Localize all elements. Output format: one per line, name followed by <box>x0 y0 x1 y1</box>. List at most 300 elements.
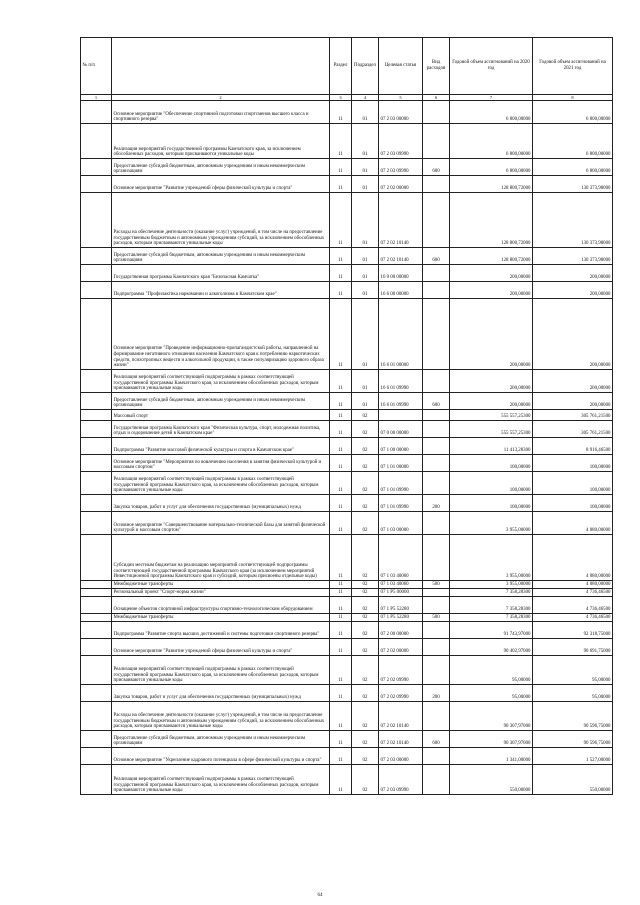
item-name-cell: Оснащение объектов спортивной инфраструктуры спортивно-технологическим оборудованием <box>112 597 330 614</box>
podrazdel-cell: 02 <box>352 614 379 622</box>
table-row <box>81 597 613 614</box>
vr-cell: 600 <box>423 731 450 748</box>
table-row <box>81 299 613 370</box>
podrazdel-cell: 02 <box>352 421 379 438</box>
table-row <box>81 159 613 176</box>
vr-cell <box>423 535 450 581</box>
razdel-cell: 11 <box>330 282 352 299</box>
vr-cell <box>423 639 450 656</box>
vr-cell <box>423 421 450 438</box>
razdel-cell: 11 <box>330 639 352 656</box>
vr-cell <box>423 438 450 455</box>
vr-cell <box>423 299 450 370</box>
item-name-cell: Основное мероприятие "Проведение информационно-пропагандистской работы, направленной на формирование негативного отношения населения Камчатского края к потреблению наркотических средств, психотропных веществ и алкогольной продукции, в также популяризацию здорового образа жизни" <box>112 299 330 370</box>
table-row <box>81 472 613 495</box>
item-name-cell: Государственная программа Камчатского края "Физическая культура, спорт, молодежная политика, отдых и оздоровление детей в Камчатском крае" <box>112 421 330 438</box>
podrazdel-cell: 02 <box>352 639 379 656</box>
table-row <box>81 685 613 702</box>
podrazdel-cell: 01 <box>352 124 379 159</box>
amount-2021-cell: 6 800,00000 <box>533 101 613 124</box>
vr-cell <box>423 124 450 159</box>
amount-2020-cell: 95,00000 <box>450 656 533 685</box>
razdel-cell: 11 <box>330 265 352 282</box>
amount-2021-cell: 4 736,46500 <box>533 614 613 622</box>
item-name-cell: Подпрограмма "Развитие массовой физической культуры и спорта в Камчатском крае" <box>112 438 330 455</box>
header-name <box>112 38 330 95</box>
num-cell <box>81 639 112 656</box>
csr-cell: 07 2 02 00000 <box>379 176 423 193</box>
podrazdel-cell: 01 <box>352 193 379 248</box>
table-row <box>81 393 613 410</box>
vr-cell: 500 <box>423 614 450 622</box>
csr-cell: 16 6 01 00000 <box>379 299 423 370</box>
razdel-cell: 11 <box>330 748 352 765</box>
amount-2021-cell: 90 596,75000 <box>533 731 613 748</box>
header-podrazdel: Подраздел <box>352 38 379 95</box>
item-name-cell: Межбюджетные трансферты <box>112 614 330 622</box>
amount-2021-cell: 130 373,98000 <box>533 248 613 265</box>
num-cell <box>81 159 112 176</box>
header-csr: Целевая статья <box>379 38 423 95</box>
razdel-cell: 11 <box>330 421 352 438</box>
podrazdel-cell: 01 <box>352 299 379 370</box>
num-cell <box>81 438 112 455</box>
razdel-cell: 11 <box>330 455 352 472</box>
csr-cell: 07 2 03 09990 <box>379 765 423 795</box>
csr-cell: 07 0 00 00000 <box>379 421 423 438</box>
num-cell <box>81 597 112 614</box>
amount-2020-cell: 550,00000 <box>450 765 533 795</box>
num-cell <box>81 248 112 265</box>
item-name-cell: Основное мероприятие "Совершенствование материально-технической базы для занятий физической культурой и массовым спортом" <box>112 512 330 535</box>
amount-2020-cell: 128 800,72000 <box>450 176 533 193</box>
table-row <box>81 438 613 455</box>
razdel-cell: 11 <box>330 535 352 581</box>
podrazdel-cell: 02 <box>352 535 379 581</box>
amount-2021-cell: 4 736,46500 <box>533 597 613 614</box>
amount-2021-cell: 95,00000 <box>533 685 613 702</box>
csr-cell: 07 2 02 10140 <box>379 248 423 265</box>
num-cell <box>81 731 112 748</box>
csr-cell: 07 1 P5 52280 <box>379 614 423 622</box>
table-row <box>81 581 613 589</box>
razdel-cell: 11 <box>330 472 352 495</box>
podrazdel-cell: 02 <box>352 472 379 495</box>
table-row <box>81 421 613 438</box>
col-number: 2 <box>112 95 330 101</box>
amount-2020-cell: 7 358,28300 <box>450 589 533 597</box>
csr-cell: 07 1 01 00000 <box>379 455 423 472</box>
col-number: 1 <box>81 95 112 101</box>
csr-cell: 07 1 03 40060 <box>379 581 423 589</box>
razdel-cell: 11 <box>330 656 352 685</box>
num-cell <box>81 193 112 248</box>
razdel-cell: 11 <box>330 495 352 512</box>
budget-table-sheet <box>80 37 612 795</box>
item-name-cell: Основное мероприятие "Развитие учреждений сферы физической культуры и спорта" <box>112 639 330 656</box>
csr-cell: 16 0 00 00000 <box>379 265 423 282</box>
vr-cell <box>423 193 450 248</box>
num-cell <box>81 393 112 410</box>
num-cell <box>81 535 112 581</box>
podrazdel-cell: 02 <box>352 597 379 614</box>
amount-2020-cell: 90 402,97000 <box>450 639 533 656</box>
vr-cell <box>423 597 450 614</box>
amount-2021-cell: 200,00000 <box>533 265 613 282</box>
table-row <box>81 535 613 581</box>
amount-2020-cell: 11 413,28300 <box>450 438 533 455</box>
podrazdel-cell: 01 <box>352 159 379 176</box>
num-cell <box>81 370 112 393</box>
vr-cell: 600 <box>423 393 450 410</box>
csr-cell: 07 2 03 09990 <box>379 124 423 159</box>
num-cell <box>81 455 112 472</box>
amount-2021-cell: 100,00000 <box>533 455 613 472</box>
razdel-cell: 11 <box>330 370 352 393</box>
csr-cell: 07 2 03 09990 <box>379 159 423 176</box>
vr-cell: 200 <box>423 495 450 512</box>
col-number: 6 <box>423 95 450 101</box>
table-row <box>81 512 613 535</box>
razdel-cell: 11 <box>330 438 352 455</box>
page-number: 64 <box>317 893 323 898</box>
table-row <box>81 622 613 639</box>
amount-2020-cell: 6 800,00000 <box>450 124 533 159</box>
podrazdel-cell: 02 <box>352 765 379 795</box>
amount-2021-cell: 8 916,46500 <box>533 438 613 455</box>
vr-cell <box>423 265 450 282</box>
amount-2020-cell: 100,00000 <box>450 472 533 495</box>
amount-2021-cell: 4 080,00000 <box>533 512 613 535</box>
amount-2020-cell: 6 800,00000 <box>450 101 533 124</box>
table-row <box>81 265 613 282</box>
amount-2021-cell: 6 800,00000 <box>533 124 613 159</box>
amount-2021-cell: 130 373,98000 <box>533 193 613 248</box>
vr-cell <box>423 410 450 421</box>
item-name-cell: Закупка товаров, работ и услуг для обеспечения государственных (муниципальных) нужд <box>112 495 330 512</box>
amount-2021-cell: 4 080,00000 <box>533 535 613 581</box>
podrazdel-cell: 01 <box>352 101 379 124</box>
item-name-cell: Основное мероприятие "Развитие учреждений сферы физической культуры и спорта" <box>112 176 330 193</box>
amount-2020-cell: 200,00000 <box>450 265 533 282</box>
num-cell <box>81 614 112 622</box>
podrazdel-cell: 02 <box>352 622 379 639</box>
amount-2020-cell: 7 358,28300 <box>450 614 533 622</box>
table-row <box>81 370 613 393</box>
num-cell <box>81 265 112 282</box>
amount-2020-cell: 90 307,97000 <box>450 731 533 748</box>
csr-cell: 07 1 01 09990 <box>379 495 423 512</box>
amount-2020-cell: 100,00000 <box>450 455 533 472</box>
table-row <box>81 101 613 124</box>
razdel-cell: 11 <box>330 248 352 265</box>
table-row <box>81 702 613 731</box>
csr-cell: 16 6 01 09990 <box>379 393 423 410</box>
col-number: 4 <box>352 95 379 101</box>
table-row <box>81 455 613 472</box>
razdel-cell: 11 <box>330 589 352 597</box>
amount-2020-cell: 90 307,97000 <box>450 702 533 731</box>
num-cell <box>81 589 112 597</box>
amount-2021-cell: 95,00000 <box>533 656 613 685</box>
num-cell <box>81 748 112 765</box>
item-name-cell: Закупка товаров, работ и услуг для обеспечения государственных (муниципальных) нужд <box>112 685 330 702</box>
item-name-cell: Реализация мероприятий соответствующей подпрограммы в рамках соответствующей государственной программы Камчатского края, за исключением обособленных расходов, которым присваиваются уникальные коды <box>112 656 330 685</box>
csr-cell: 07 2 02 10140 <box>379 193 423 248</box>
amount-2021-cell: 100,00000 <box>533 495 613 512</box>
item-name-cell: Основное мероприятие "Обеспечение спортивной подготовки спортсменов высшего класса и спортивного резерва" <box>112 101 330 124</box>
razdel-cell: 11 <box>330 176 352 193</box>
amount-2020-cell: 100,00000 <box>450 495 533 512</box>
item-name-cell: Подпрограмма "Развитие спорта высших достижений и системы подготовки спортивного резерва" <box>112 622 330 639</box>
csr-cell: 16 6 00 00000 <box>379 282 423 299</box>
item-name-cell: Межбюджетные трансферты <box>112 581 330 589</box>
csr-cell: 07 2 03 00000 <box>379 748 423 765</box>
podrazdel-cell: 01 <box>352 370 379 393</box>
razdel-cell: 11 <box>330 685 352 702</box>
num-cell <box>81 702 112 731</box>
razdel-cell: 11 <box>330 124 352 159</box>
amount-2021-cell: 1 527,00000 <box>533 748 613 765</box>
vr-cell <box>423 622 450 639</box>
num-cell <box>81 124 112 159</box>
amount-2021-cell: 200,00000 <box>533 299 613 370</box>
razdel-cell: 11 <box>330 393 352 410</box>
podrazdel-cell: 01 <box>352 248 379 265</box>
podrazdel-cell: 01 <box>352 393 379 410</box>
table-row <box>81 248 613 265</box>
item-name-cell: Региональный проект "Спорт-норма жизни" <box>112 589 330 597</box>
header-num: № п/п <box>81 38 112 95</box>
csr-cell: 07 2 02 09990 <box>379 656 423 685</box>
amount-2021-cell: 130 373,98000 <box>533 176 613 193</box>
amount-2021-cell: 90 691,75000 <box>533 639 613 656</box>
amount-2020-cell: 91 743,97000 <box>450 622 533 639</box>
vr-cell <box>423 282 450 299</box>
vr-cell: 200 <box>423 685 450 702</box>
podrazdel-cell: 02 <box>352 589 379 597</box>
item-name-cell: Основное мероприятие "Мероприятия по вовлечению населения в занятия физической культурой и массовым спортом" <box>112 455 330 472</box>
item-name-cell: Расходы на обеспечение деятельности (оказание услуг) учреждений, в том числе на предоставление государственным бюджетным и автономным учреждениям субсидий, за исключением обособленных расходов, которым присваиваются уникальные коды <box>112 193 330 248</box>
csr-cell: 07 2 02 00000 <box>379 639 423 656</box>
header-2020: Годовой объем ассигнований на 2020 год <box>450 38 533 95</box>
num-cell <box>81 472 112 495</box>
razdel-cell: 11 <box>330 159 352 176</box>
razdel-cell: 11 <box>330 622 352 639</box>
csr-cell: 07 1 01 09990 <box>379 472 423 495</box>
item-name-cell: Реализация мероприятий государственной программы Камчатского края, за исключением обособленных расходов, которым присваиваются уникальные коды <box>112 124 330 159</box>
table-row <box>81 614 613 622</box>
vr-cell <box>423 370 450 393</box>
amount-2020-cell: 200,00000 <box>450 282 533 299</box>
csr-cell: 16 6 01 09990 <box>379 370 423 393</box>
podrazdel-cell: 01 <box>352 282 379 299</box>
budget-table <box>80 37 613 795</box>
podrazdel-cell: 02 <box>352 438 379 455</box>
vr-cell <box>423 455 450 472</box>
item-name-cell: Реализация мероприятий соответствующей подпрограммы в рамках соответствующей государственной программы Камчатского края, за исключением обособленных расходов, которым присваиваются уникальные коды <box>112 472 330 495</box>
amount-2020-cell: 200,00000 <box>450 393 533 410</box>
item-name-cell: Предоставление субсидий бюджетным, автономным учреждениям и иным некоммерческим организациям <box>112 731 330 748</box>
header-razdel: Раздел <box>330 38 352 95</box>
amount-2020-cell: 1 341,00000 <box>450 748 533 765</box>
razdel-cell: 11 <box>330 193 352 248</box>
csr-cell: 07 1 03 40060 <box>379 535 423 581</box>
item-name-cell: Реализация мероприятий соответствующей подпрограммы в рамках соответствующей государственной программы Камчатского края, за исключением обособленных расходов, которым присваиваются уникальные коды <box>112 765 330 795</box>
table-row <box>81 765 613 795</box>
vr-cell <box>423 176 450 193</box>
item-name-cell: Государственная программа Камчатского края "Безопасная Камчатка" <box>112 265 330 282</box>
amount-2021-cell: 305 761,21500 <box>533 421 613 438</box>
table-row <box>81 124 613 159</box>
col-number: 5 <box>379 95 423 101</box>
amount-2020-cell: 555 557,25300 <box>450 410 533 421</box>
vr-cell <box>423 656 450 685</box>
amount-2021-cell: 92 318,75000 <box>533 622 613 639</box>
razdel-cell: 11 <box>330 614 352 622</box>
podrazdel-cell: 02 <box>352 581 379 589</box>
amount-2020-cell: 3 955,00000 <box>450 512 533 535</box>
vr-cell <box>423 512 450 535</box>
item-name-cell: Подпрограмма "Профилактика наркомании и алкоголизма в Камчатском крае" <box>112 282 330 299</box>
num-cell <box>81 176 112 193</box>
razdel-cell: 11 <box>330 731 352 748</box>
podrazdel-cell: 02 <box>352 455 379 472</box>
item-name-cell: Предоставление субсидий бюджетным, автономным учреждениям и иным некоммерческим организациям <box>112 248 330 265</box>
amount-2021-cell: 90 596,75000 <box>533 702 613 731</box>
header-row <box>81 38 613 95</box>
amount-2021-cell: 4 080,00000 <box>533 581 613 589</box>
podrazdel-cell: 02 <box>352 656 379 685</box>
num-cell <box>81 512 112 535</box>
csr-cell: 07 2 02 10140 <box>379 731 423 748</box>
amount-2020-cell: 95,00000 <box>450 685 533 702</box>
table-row <box>81 176 613 193</box>
amount-2020-cell: 128 800,72000 <box>450 193 533 248</box>
csr-cell: 07 2 02 10140 <box>379 702 423 731</box>
item-name-cell: Расходы на обеспечение деятельности (оказание услуг) учреждений, в том числе на предоставление государственным бюджетным и автономным учреждениям субсидий, за исключением обособленных расходов, которым присваиваются уникальные коды <box>112 702 330 731</box>
csr-cell: 07 1 P5 00000 <box>379 589 423 597</box>
amount-2021-cell: 200,00000 <box>533 370 613 393</box>
vr-cell: 600 <box>423 248 450 265</box>
vr-cell <box>423 589 450 597</box>
razdel-cell: 11 <box>330 765 352 795</box>
table-body <box>81 101 613 795</box>
amount-2020-cell: 200,00000 <box>450 299 533 370</box>
podrazdel-cell: 02 <box>352 495 379 512</box>
num-cell <box>81 410 112 421</box>
podrazdel-cell: 02 <box>352 685 379 702</box>
table-row <box>81 495 613 512</box>
razdel-cell: 11 <box>330 512 352 535</box>
amount-2020-cell: 128 800,72000 <box>450 248 533 265</box>
table-row <box>81 731 613 748</box>
num-cell <box>81 299 112 370</box>
num-cell <box>81 656 112 685</box>
razdel-cell: 11 <box>330 581 352 589</box>
csr-cell <box>379 410 423 421</box>
col-number: 8 <box>533 95 613 101</box>
table-row <box>81 656 613 685</box>
num-cell <box>81 282 112 299</box>
item-name-cell: Субсидии местным бюджетам на реализацию мероприятий соответствующей подпрограммы соответствующей государственной программы Камчатского края (за исключением мероприятий Инвестиционной программы Камчатского края и субсидий, которым присвоены отдельные коды) <box>112 535 330 581</box>
amount-2020-cell: 200,00000 <box>450 370 533 393</box>
vr-cell <box>423 748 450 765</box>
vr-cell <box>423 702 450 731</box>
csr-cell: 07 2 03 00000 <box>379 101 423 124</box>
table-row <box>81 589 613 597</box>
csr-cell: 07 1 03 00000 <box>379 512 423 535</box>
podrazdel-cell: 01 <box>352 265 379 282</box>
vr-cell <box>423 101 450 124</box>
podrazdel-cell: 02 <box>352 731 379 748</box>
item-name-cell: Предоставление субсидий бюджетным, автономным учреждениям и иным некоммерческим организациям <box>112 393 330 410</box>
razdel-cell: 11 <box>330 101 352 124</box>
num-cell <box>81 622 112 639</box>
csr-cell: 07 1 00 00000 <box>379 438 423 455</box>
vr-cell: 600 <box>423 159 450 176</box>
item-name-cell: Массовый спорт <box>112 410 330 421</box>
csr-cell: 07 2 02 09990 <box>379 685 423 702</box>
razdel-cell: 11 <box>330 702 352 731</box>
podrazdel-cell: 01 <box>352 176 379 193</box>
amount-2021-cell: 6 800,00000 <box>533 159 613 176</box>
amount-2020-cell: 3 955,00000 <box>450 535 533 581</box>
amount-2020-cell: 7 358,28300 <box>450 597 533 614</box>
amount-2020-cell: 6 800,00000 <box>450 159 533 176</box>
amount-2021-cell: 100,00000 <box>533 472 613 495</box>
amount-2021-cell: 4 736,46500 <box>533 589 613 597</box>
amount-2021-cell: 200,00000 <box>533 282 613 299</box>
header-vr: Вид расходов <box>423 38 450 95</box>
amount-2021-cell: 200,00000 <box>533 393 613 410</box>
table-row <box>81 193 613 248</box>
vr-cell <box>423 765 450 795</box>
item-name-cell: Основное мероприятие "Укрепление кадрового потенциала в сфере физической культуры и спорта" <box>112 748 330 765</box>
amount-2020-cell: 555 557,25300 <box>450 421 533 438</box>
table-row <box>81 282 613 299</box>
csr-cell: 07 2 00 00000 <box>379 622 423 639</box>
num-cell <box>81 101 112 124</box>
vr-cell <box>423 472 450 495</box>
table-row <box>81 639 613 656</box>
razdel-cell: 11 <box>330 299 352 370</box>
razdel-cell: 11 <box>330 410 352 421</box>
header-2021: Годовой объем ассигнований на 2021 год <box>533 38 613 95</box>
razdel-cell: 11 <box>330 597 352 614</box>
item-name-cell: Предоставление субсидий бюджетным, автономным учреждениям и иным некоммерческим организациям <box>112 159 330 176</box>
num-cell <box>81 495 112 512</box>
table-row <box>81 410 613 421</box>
csr-cell: 07 1 P5 52280 <box>379 597 423 614</box>
amount-2021-cell: 305 761,21500 <box>533 410 613 421</box>
num-cell <box>81 765 112 795</box>
item-name-cell: Реализация мероприятий соответствующей подпрограммы в рамках соответствующей государственной программы Камчатского края, за исключением обособленных расходов, которым присваиваются уникальные коды <box>112 370 330 393</box>
amount-2020-cell: 3 955,00000 <box>450 581 533 589</box>
podrazdel-cell: 02 <box>352 512 379 535</box>
table-row <box>81 748 613 765</box>
amount-2021-cell: 550,00000 <box>533 765 613 795</box>
vr-cell: 500 <box>423 581 450 589</box>
col-number: 7 <box>450 95 533 101</box>
num-cell <box>81 581 112 589</box>
num-cell <box>81 421 112 438</box>
podrazdel-cell: 02 <box>352 702 379 731</box>
num-cell <box>81 685 112 702</box>
podrazdel-cell: 02 <box>352 410 379 421</box>
col-number: 3 <box>330 95 352 101</box>
podrazdel-cell: 02 <box>352 748 379 765</box>
